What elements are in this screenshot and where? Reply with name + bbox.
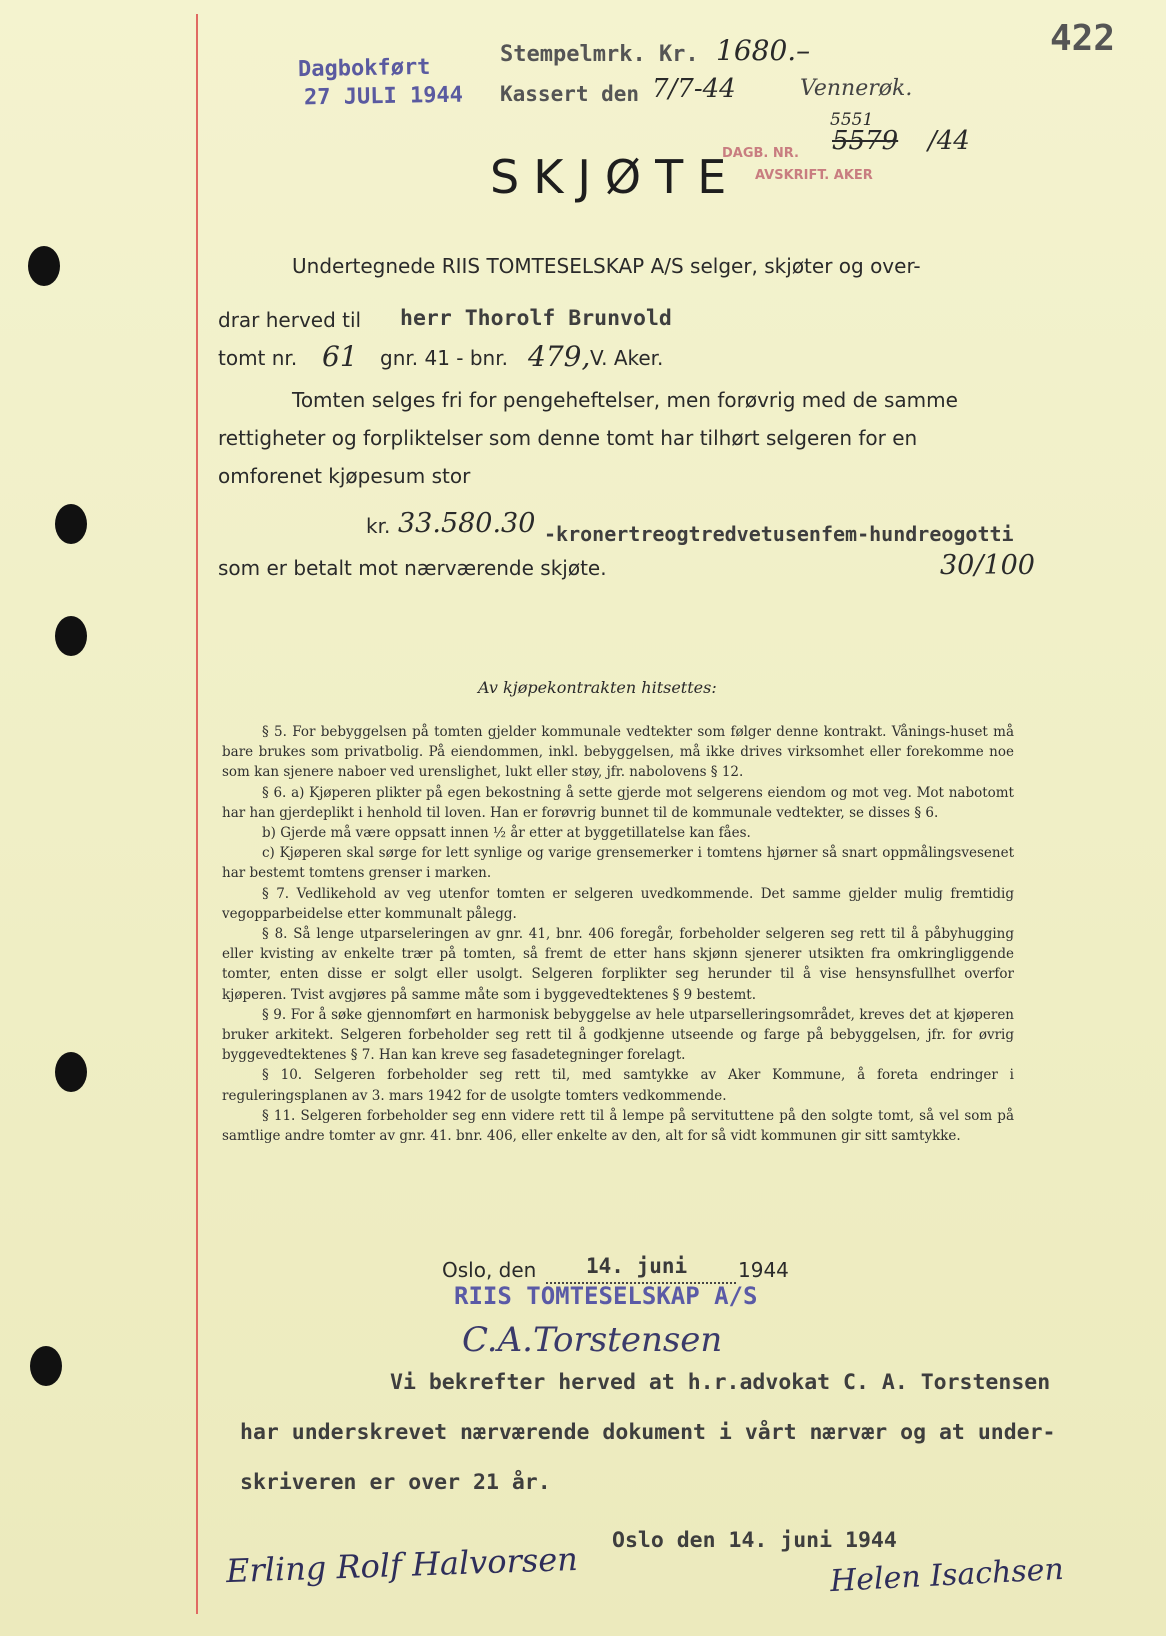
dagb-nr-year: /44 <box>928 126 970 156</box>
contract-clauses <box>222 722 1014 1146</box>
kassert-extra: Vennerøk. <box>800 76 913 101</box>
clause-7: § 7. Vedlikehold av veg utenfor tomten er selgeren uvedkommende. Det samme gjelder mulig fremtidig vegopparbeidelse etter kommunalt pålegg. <box>222 885 1014 922</box>
dagb-nr-struck: 5579 <box>832 126 899 156</box>
kassert-value: 7/7-44 <box>652 74 736 104</box>
stempelmrk-label: Stempelmrk. Kr. <box>500 42 699 67</box>
body-line-1: Undertegnede RIIS TOMTESELSKAP A/S selger, skjøter og over- <box>292 254 921 278</box>
bnr-value: 479, <box>528 340 591 373</box>
body-line-2: drar herved til <box>218 308 362 332</box>
dagb-nr-label: DAGB. NR. <box>722 146 799 161</box>
para2-line-1: Tomten selges fri for pengeheftelser, men forøvrig med de samme <box>292 388 958 412</box>
punch-hole <box>30 1346 62 1386</box>
tomt-prefix: tomt nr. <box>218 346 298 370</box>
punch-hole <box>55 504 87 544</box>
signature-torstensen: C.A.Torstensen <box>462 1320 723 1360</box>
margin-rule <box>196 14 198 1614</box>
punch-hole <box>55 1052 87 1092</box>
clause-10: § 10. Selgeren forbeholder seg rett til, med samtykke av Aker Kommune, å foreta endringer i reguleringsplanen av 3. mars 1942 for de usolgte tomters vedkommende. <box>222 1067 1014 1104</box>
punch-hole <box>55 616 87 656</box>
dagb-nr-value: 5551 <box>830 110 874 130</box>
signature-date: 14. juni <box>586 1254 688 1278</box>
attestation-line-2: har underskrevet nærværende dokument i vårt nærvær og at under- <box>240 1420 1056 1445</box>
tomt-nr: 61 <box>322 340 358 373</box>
stempelmrk-value: 1680.– <box>716 34 811 67</box>
witness-signature-1: Erling Rolf Halvorsen <box>225 1539 579 1591</box>
page-number: 422 <box>1050 18 1116 59</box>
amount-words: -kronertreogtredvetusenfem-hundreogotti <box>544 522 1014 546</box>
para2-line-3: omforenet kjøpesum stor <box>218 464 471 488</box>
attestation-line-3: skriveren er over 21 år. <box>240 1470 551 1495</box>
buyer-name: herr Thorolf Brunvold <box>400 306 672 331</box>
amount-prefix: kr. <box>366 514 391 538</box>
attestation-date: Oslo den 14. juni 1944 <box>612 1528 897 1553</box>
clause-9: § 9. For å søke gjennomført en harmonisk bebyggelse av hele utparselleringsområdet, kreves det at kjøperen bruker arkitekt. Selgeren forbeholder seg rett til å godkjenne utseende og farge på bebyggelsen, jfr. for øvrig byggevedtektenes § 7. Han kan kreve seg fasadetegninger forelagt. <box>222 1006 1014 1064</box>
dagbokfort-stamp: Dagbokført <box>297 54 431 83</box>
punch-hole <box>28 246 60 286</box>
para2-line-2: rettigheter og forpliktelser som denne tomt har tilhørt selgeren for en <box>218 426 918 450</box>
contract-heading: Av kjøpekontrakten hitsettes: <box>478 678 717 697</box>
clause-6a: § 6. a) Kjøperen plikter på egen bekostning å sette gjerde mot selgerens eiendom og mot veg. Mot nabotomt har han gjerdeplikt i henhold til loven. Han er forøvrig bunnet til de kommunale vedtekter, se disses § 6. <box>222 784 1014 821</box>
avskrift-stamp: AVSKRIFT. AKER <box>755 168 873 183</box>
clause-5: § 5. For bebyggelsen på tomten gjelder kommunale vedtekter som følger denne kontrakt. Vånings-huset må bare brukes som privatbolig. På eiendommen, inkl. bebyggelsen, må ikke drives virksomhet eller forekomme noe som kan sjenere naboer ved urenslighet, lukt eller støy, jfr. nabolovens § 12. <box>222 724 1014 781</box>
clause-6b: b) Gjerde må være oppsatt innen ½ år etter at byggetillatelse kan fåes. <box>262 825 751 842</box>
dagbokfort-date: 27 JULI 1944 <box>303 82 464 111</box>
gnr-text: gnr. 41 - bnr. <box>380 346 508 370</box>
company-stamp: RIIS TOMTESELSKAP A/S <box>454 1282 758 1310</box>
signature-year: 1944 <box>738 1258 789 1282</box>
amount-value: 33.580.30 <box>398 508 536 539</box>
location: V. Aker. <box>590 346 664 370</box>
attestation-line-1: Vi bekrefter herved at h.r.advokat C. A. Torstensen <box>390 1370 1051 1395</box>
kassert-label: Kassert den <box>500 82 640 106</box>
clause-6c: c) Kjøperen skal sørge for lett synlige og varige grensemerker i tomtens hjørner så snart oppmålingsvesenet har bestemt tomtens grenser i marken. <box>222 845 1014 882</box>
ore-value: 30/100 <box>940 550 1035 581</box>
date-field <box>546 1254 736 1284</box>
paid-line: som er betalt mot nærværende skjøte. <box>218 556 607 580</box>
clause-8: § 8. Så lenge utparseleringen av gnr. 41, bnr. 406 foregår, forbeholder selgeren seg rett til å påbyhugging eller kvisting av enkelte trær på tomten, så fremt de etter hans skjønn sjenerer utsikten fra omkringliggende tomter, enten disse er solgt eller usolgt. Selgeren forplikter seg herunder til å vise hensynsfullhet overfor kjøperen. Tvist avgjøres på samme måte som i byggevedtektenes § 9 bestemt. <box>222 926 1014 1003</box>
document-title: SKJØTE <box>490 150 741 204</box>
place-prefix: Oslo, den <box>442 1258 537 1282</box>
clause-11: § 11. Selgeren forbeholder seg enn videre rett til å lempe på servituttene på den solgte tomt, så vel som på samtlige andre tomter av gnr. 41. bnr. 406, eller enkelte av den, alt for så vidt kommunen gir sitt samtykke. <box>222 1107 1014 1145</box>
witness-signature-2: Helen Isachsen <box>829 1551 1065 1600</box>
